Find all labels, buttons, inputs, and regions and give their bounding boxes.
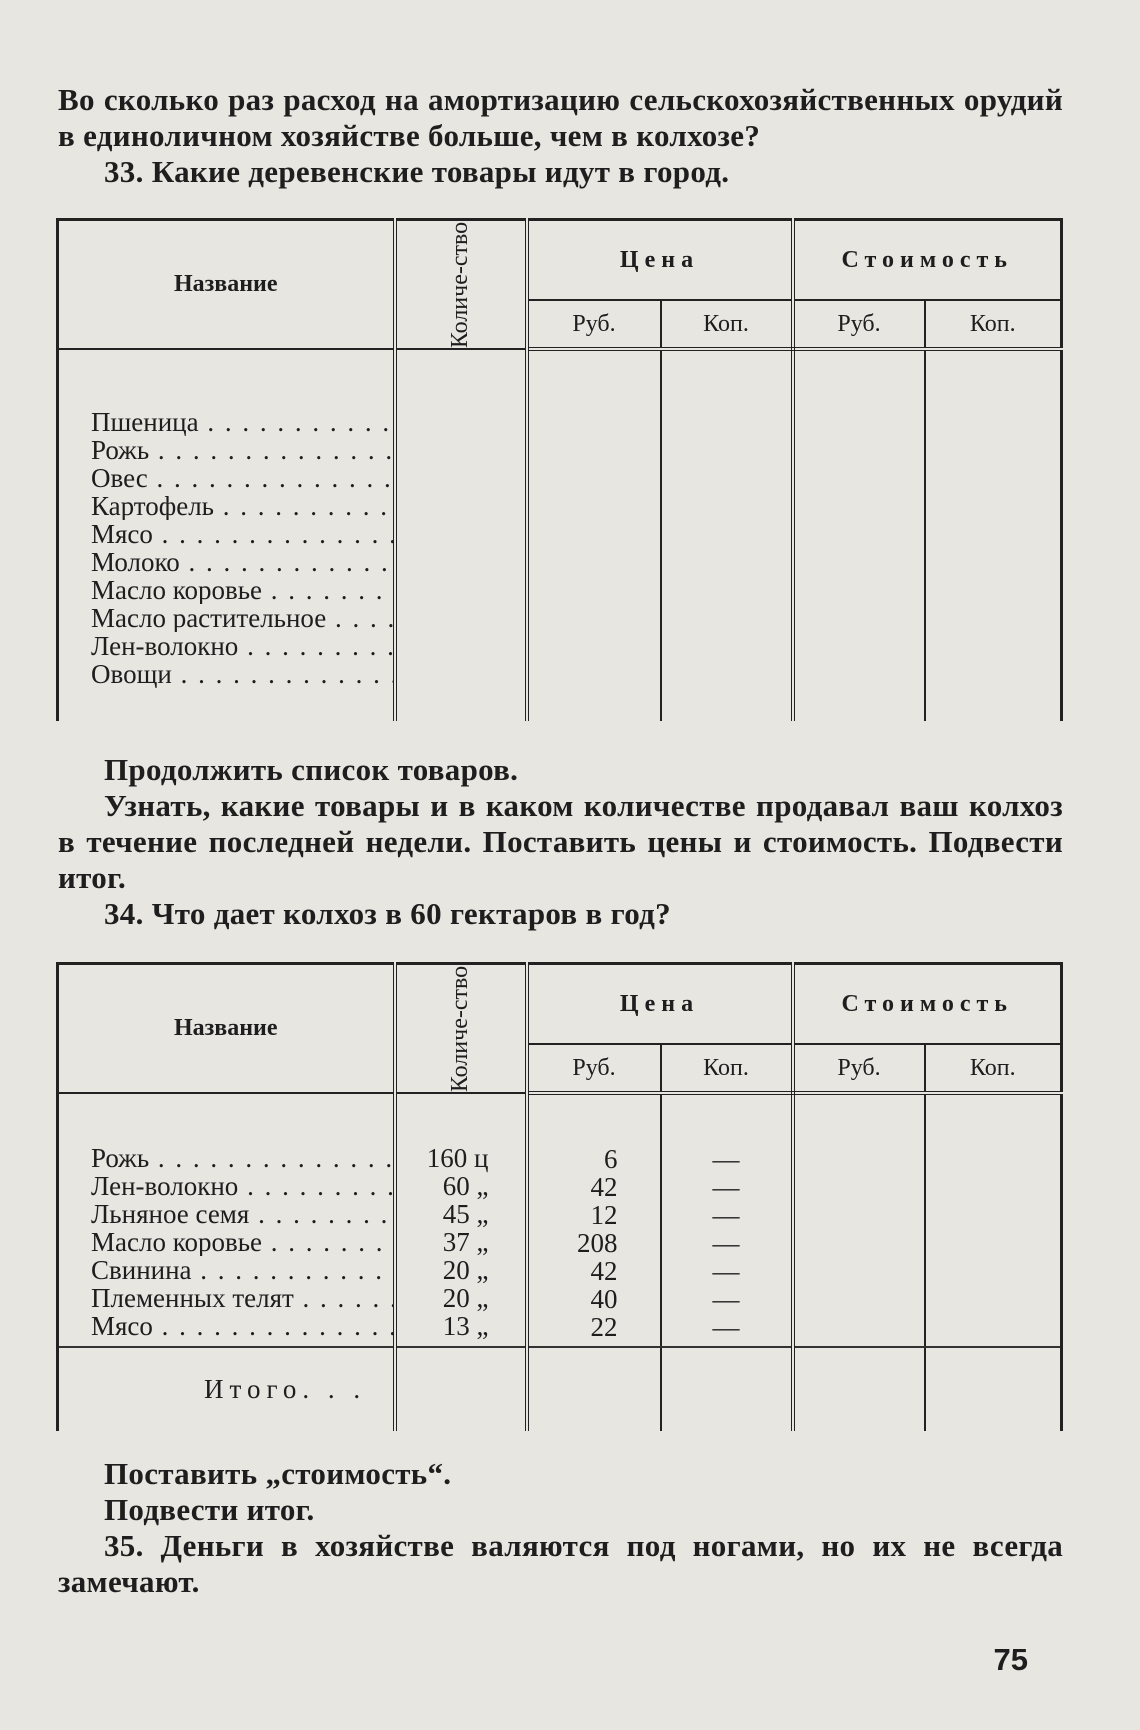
empty-cell: [925, 349, 1062, 721]
qty-value: 20 „: [442, 1283, 489, 1313]
kop-value: —: [712, 1144, 740, 1174]
rub-value: 42: [590, 1256, 618, 1286]
kop-value: —: [712, 1256, 740, 1286]
header-name: Название: [58, 964, 395, 1094]
header-quantity: Количе-ство: [395, 964, 527, 1094]
total-label: Итого. . .: [58, 1347, 395, 1431]
list-item: Племенных телят . . .: [59, 1284, 393, 1312]
list-item: Льняное семя . . .: [59, 1200, 393, 1228]
question-35: 35. Деньги в хозяйстве валяются под ногами, но их не всегда замечают.: [58, 1528, 1063, 1599]
goods-name-cell: [58, 349, 395, 721]
output-rub-cell: [527, 1093, 661, 1347]
goods-list: [59, 408, 393, 688]
header-price-kop: Коп.: [661, 300, 793, 349]
empty-cell: [793, 1093, 925, 1347]
header-price-kop: Коп.: [661, 1044, 793, 1093]
empty-cell: [527, 349, 661, 721]
empty-cell: [395, 349, 527, 721]
header-price-rub: Руб.: [527, 1044, 661, 1093]
header-price: Цена: [527, 964, 793, 1045]
list-item: Овощи . . .: [59, 660, 393, 688]
list-item: Мясо . . .: [59, 520, 393, 548]
empty-cell: [395, 1347, 527, 1431]
output-list: [59, 1144, 393, 1340]
page-number: 75: [993, 1642, 1028, 1677]
header-price-rub: Руб.: [527, 300, 661, 349]
empty-cell: [661, 1347, 793, 1431]
sum-up-text: Подвести итог.: [104, 1492, 315, 1527]
list-item: Лен-волокно . . .: [59, 632, 393, 660]
empty-cell: [925, 1347, 1062, 1431]
list-item: Масло коровье . . .: [59, 576, 393, 604]
list-item: Свинина . . .: [59, 1256, 393, 1284]
list-item: Мясо . . .: [59, 1312, 393, 1340]
header-name: Название: [58, 220, 395, 350]
header-quantity: Количе-ство: [395, 220, 527, 350]
task-text: Узнать, какие товары и в каком количестве продавал ваш колхоз в течение последней недели. Поставить цены и стоимость. Подвести итог.: [58, 788, 1063, 895]
output-qty-cell: [395, 1093, 527, 1347]
empty-cell: [661, 349, 793, 721]
question-34: 34. Что дает колхоз в 60 гектаров в год?: [104, 896, 671, 931]
header-cost-rub: Руб.: [793, 300, 925, 349]
rub-value: 22: [590, 1312, 618, 1342]
qty-value: 160 ц: [426, 1143, 489, 1173]
qty-value: 13 „: [442, 1311, 489, 1341]
list-item: Рожь . . .: [59, 1144, 393, 1172]
empty-cell: [925, 1093, 1062, 1347]
header-price: Цена: [527, 220, 793, 301]
header-cost: Стоимость: [793, 220, 1062, 301]
kop-value: —: [712, 1200, 740, 1230]
output-name-cell: [58, 1093, 395, 1347]
farm-output-table: [56, 962, 1063, 1431]
rub-value: 208: [577, 1228, 618, 1258]
qty-value: 45 „: [442, 1199, 489, 1229]
kop-value: —: [712, 1172, 740, 1202]
empty-cell: [793, 1347, 925, 1431]
list-item: Картофель . . .: [59, 492, 393, 520]
list-item: Лен-волокно . . .: [59, 1172, 393, 1200]
qty-value: 37 „: [442, 1227, 489, 1257]
rub-value: 12: [590, 1200, 618, 1230]
intro-question: Во сколько раз расход на амортизацию сельскохозяйственных орудий в единоличном хозяйстве больше, чем в колхозе?: [58, 82, 1063, 153]
header-cost-kop: Коп.: [925, 1044, 1062, 1093]
list-item: Рожь . . .: [59, 436, 393, 464]
list-item: Пшеница . . .: [59, 408, 393, 436]
list-item: Масло коровье . . .: [59, 1228, 393, 1256]
rub-value: 40: [590, 1284, 618, 1314]
qty-value: 20 „: [442, 1255, 489, 1285]
kop-value: —: [712, 1228, 740, 1258]
goods-table: [56, 218, 1063, 721]
header-cost: Стоимость: [793, 964, 1062, 1045]
header-cost-rub: Руб.: [793, 1044, 925, 1093]
rub-value: 6: [604, 1144, 618, 1174]
empty-cell: [527, 1347, 661, 1431]
header-cost-kop: Коп.: [925, 300, 1062, 349]
rub-value: 42: [590, 1172, 618, 1202]
list-item: Молоко . . .: [59, 548, 393, 576]
kop-value: —: [712, 1312, 740, 1342]
kop-value: —: [712, 1284, 740, 1314]
question-33: 33. Какие деревенские товары идут в город.: [104, 154, 730, 189]
qty-value: 60 „: [442, 1171, 489, 1201]
continue-list-text: Продолжить список товаров.: [104, 752, 519, 787]
list-item: Масло растительное . . .: [59, 604, 393, 632]
empty-cell: [793, 349, 925, 721]
list-item: Овес . . .: [59, 464, 393, 492]
set-cost-text: Поставить „стоимость“.: [104, 1456, 452, 1491]
output-kop-cell: [661, 1093, 793, 1347]
